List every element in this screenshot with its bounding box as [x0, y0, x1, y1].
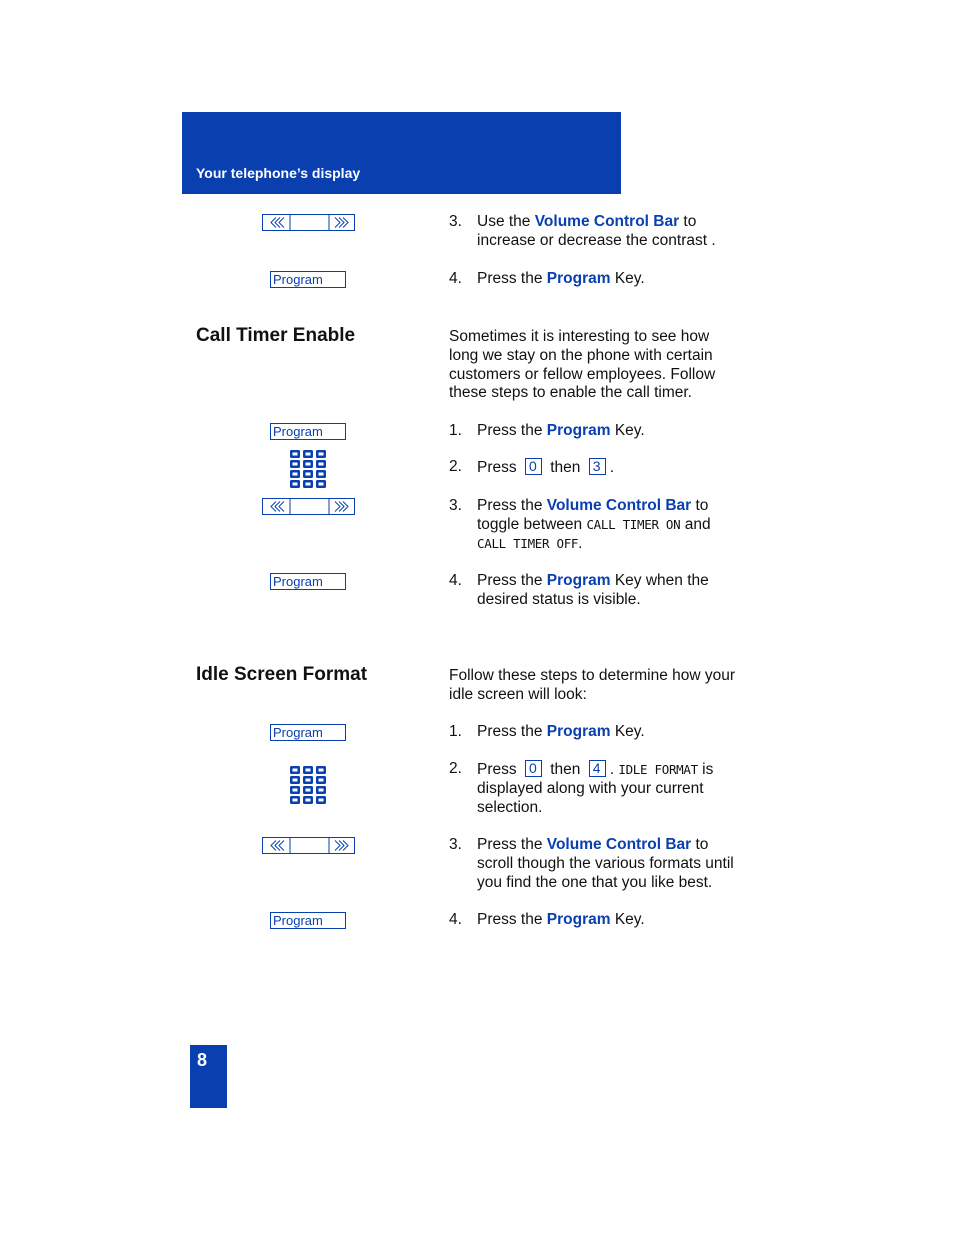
keyword-program: Program: [546, 911, 611, 928]
program-key-icon: Program: [270, 573, 346, 590]
dial-key-4: 4: [589, 760, 606, 777]
keyword-volume-control-bar: Volume Control Bar: [546, 497, 692, 514]
call-timer-step-1: 1. Press the Program Key.: [449, 422, 645, 439]
step-3-contrast: 3. Use the Volume Control Bar to increase or decrease the contrast .: [449, 213, 716, 249]
dial-key-3: 3: [589, 458, 606, 475]
dial-key-0: 0: [525, 760, 542, 777]
volume-control-bar-icon: [262, 837, 355, 854]
keyword-program: Program: [546, 572, 611, 589]
display-text-call-timer-on: CALL TIMER ON: [586, 516, 681, 532]
header-title: Your telephone’s display: [196, 165, 361, 181]
dialpad-icon: [289, 765, 328, 805]
idle-screen-step-2: 2. Press 0 then 4 . IDLE FORMAT is displayed along with your current selection.: [449, 760, 714, 816]
idle-screen-step-3: 3. Press the Volume Control Bar to scroll though the various formats until you find the one that you like best.: [449, 836, 734, 891]
keyword-volume-control-bar: Volume Control Bar: [546, 836, 692, 853]
call-timer-step-2: 2. Press 0 then 3 .: [449, 458, 615, 476]
keyword-program: Program: [546, 422, 611, 439]
volume-control-bar-icon: [262, 214, 355, 231]
call-timer-step-4: 4. Press the Program Key when the desired status is visible.: [449, 572, 709, 608]
display-text-call-timer-off: CALL TIMER OFF: [477, 535, 579, 551]
display-text-idle-format: IDLE FORMAT: [618, 762, 698, 777]
section-title-idle-screen: Idle Screen Format: [196, 664, 368, 685]
call-timer-step-3: 3. Press the Volume Control Bar to toggle between CALL TIMER ON and CALL TIMER OFF.: [449, 497, 711, 552]
volume-control-bar-icon: [262, 498, 355, 515]
keyword-program: Program: [546, 723, 611, 740]
page-number: 8: [197, 1050, 208, 1070]
section-title-call-timer: Call Timer Enable: [196, 325, 356, 346]
program-key-icon: Program: [270, 912, 346, 929]
step-4-program: 4. Press the Program Key.: [449, 270, 645, 287]
header-band: [182, 112, 621, 194]
dialpad-icon: [289, 449, 328, 489]
program-key-icon: Program: [270, 423, 346, 440]
program-key-icon: Program: [270, 271, 346, 288]
idle-screen-step-1: 1. Press the Program Key.: [449, 723, 645, 740]
program-key-icon: Program: [270, 724, 346, 741]
call-timer-intro: Sometimes it is interesting to see how long we stay on the phone with certain customers or fellow employees. Follow these steps to enable the call timer.: [449, 328, 716, 402]
idle-screen-intro: Follow these steps to determine how your idle screen will look:: [449, 667, 736, 703]
keyword-program: Program: [546, 270, 611, 287]
idle-screen-step-4: 4. Press the Program Key.: [449, 911, 645, 928]
keyword-volume-control-bar: Volume Control Bar: [534, 213, 680, 230]
page-number-tab: [190, 1045, 227, 1108]
dial-key-0: 0: [525, 458, 542, 475]
